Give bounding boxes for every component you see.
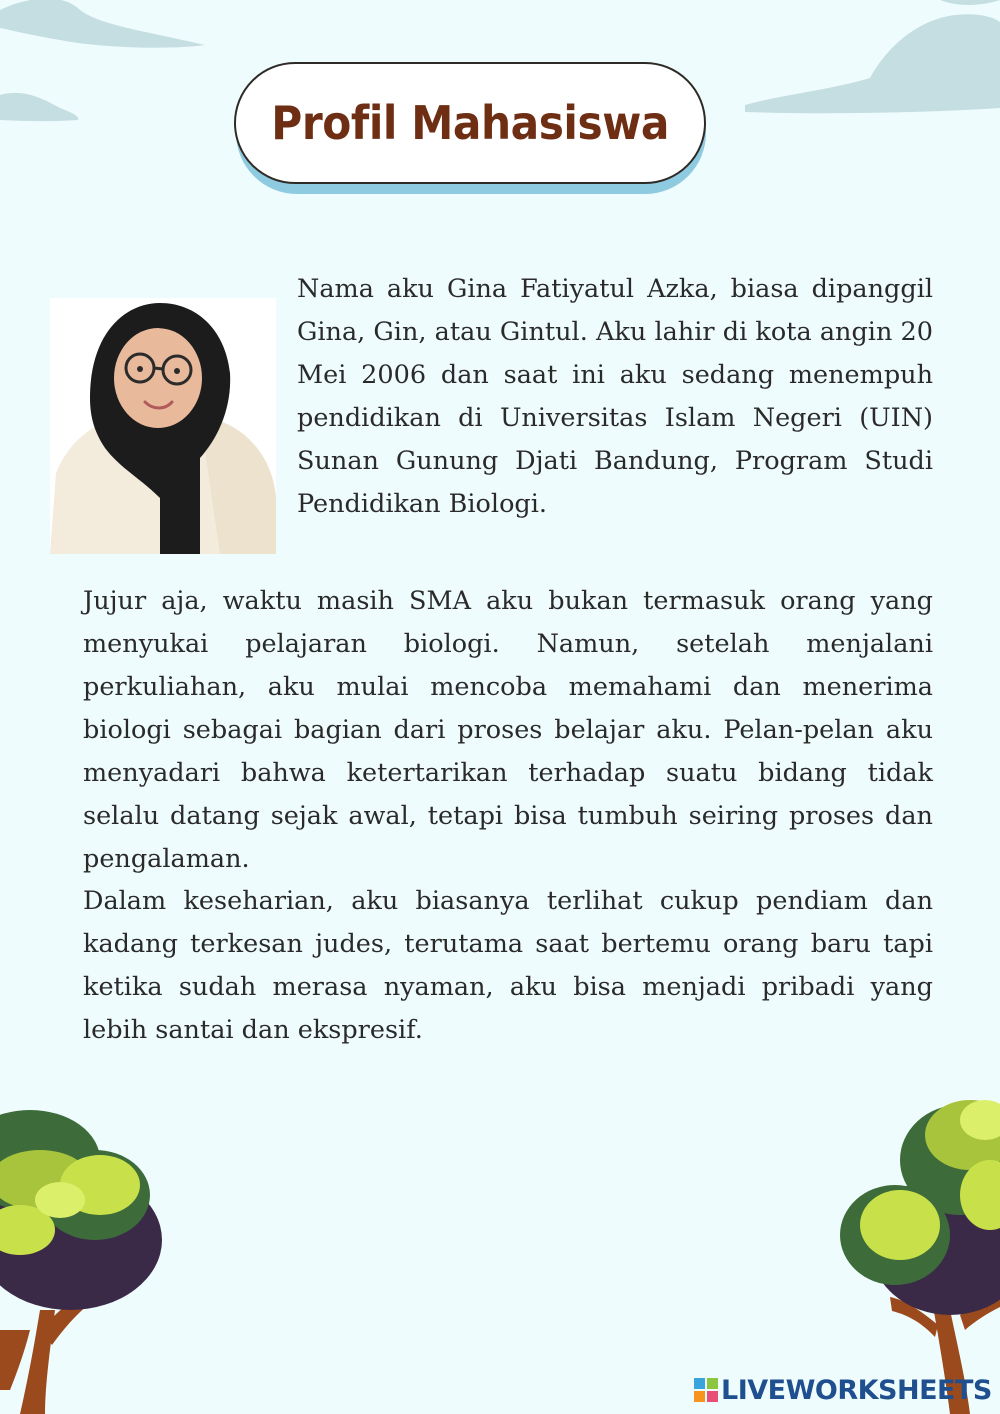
cloud-top-right xyxy=(740,0,1000,130)
liveworksheets-wordmark: LIVEWORKSHEETS xyxy=(721,1374,992,1406)
liveworksheets-brand xyxy=(694,1374,992,1406)
body-paragraph-1: Jujur aja, waktu masih SMA aku bukan termasuk orang yang menyukai pelajaran biologi. Namun, setelah menjalani perkuliahan, aku mulai mencoba memahami dan menerima biologi sebagai bagian dari proses belajar aku. Pelan-pelan aku menyadari bahwa ketertarikan terhadap suatu bidang tidak selalu datang sejak awal, tetapi bisa tumbuh seiring proses dan pengalaman. xyxy=(83,586,933,874)
page-title: Profil Mahasiswa xyxy=(271,96,669,150)
title-banner xyxy=(234,62,710,190)
title-pill xyxy=(234,62,706,184)
intro-paragraph: Nama aku Gina Fatiyatul Azka, biasa dipanggil Gina, Gin, atau Gintul. Aku lahir di kota angin 20 Mei 2006 dan saat ini aku sedang menempuh pendidikan di Universitas Islam Negeri (UIN) Sunan Gunung Djati Bandung, Program Studi Pendidikan Biologi. xyxy=(297,274,933,519)
cloud-top-left xyxy=(0,0,220,130)
tree-left-icon xyxy=(0,1100,170,1414)
body-paragraph-2: Dalam keseharian, aku biasanya terlihat cukup pendiam dan kadang terkesan judes, terutama saat bertemu orang baru tapi ketika sudah merasa nyaman, aku bisa menjadi pribadi yang lebih santai dan ekspresif. xyxy=(83,886,933,1045)
tree-right-icon xyxy=(820,1085,1000,1414)
liveworksheets-logo-icon xyxy=(694,1378,718,1402)
student-photo xyxy=(50,298,276,554)
